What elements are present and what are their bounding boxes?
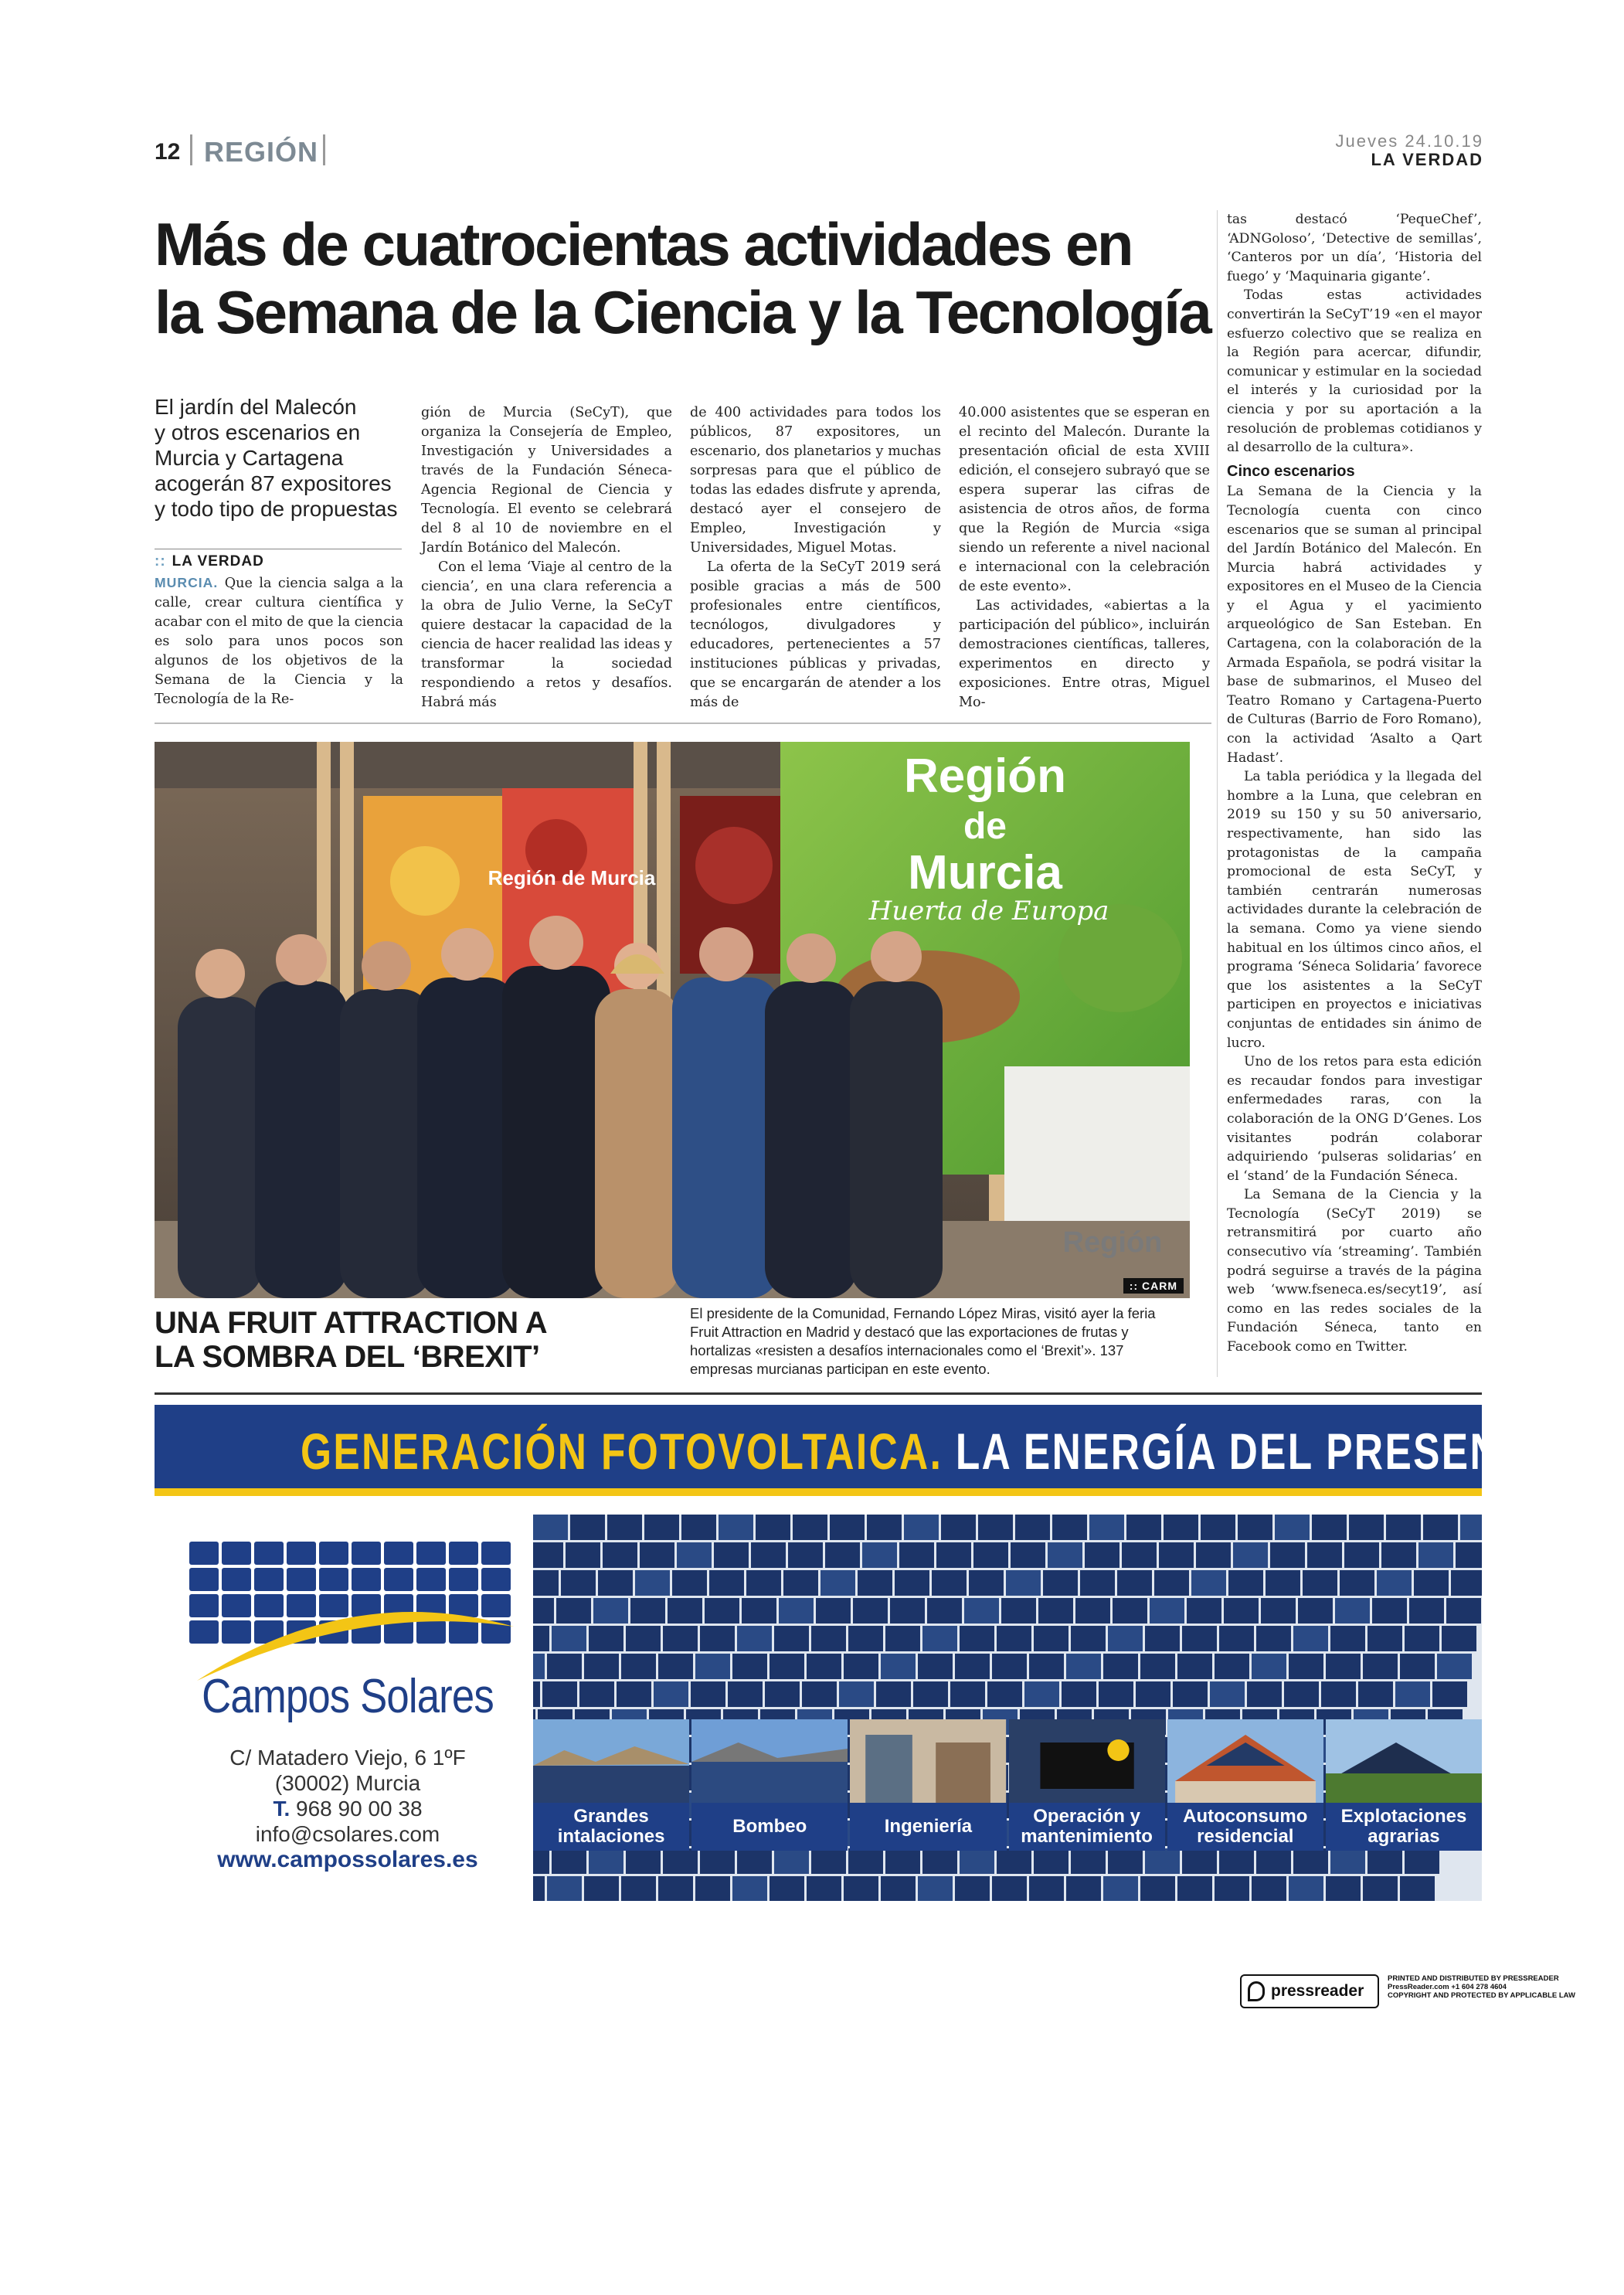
company-city: (30002) Murcia — [274, 1771, 421, 1795]
service-image — [1009, 1719, 1165, 1803]
article-column-4 — [959, 403, 1210, 712]
sign-de: de — [963, 806, 1007, 847]
article-paragraph: MURCIA. Que la ciencia salga a la calle, crear cultura científica y acabar con el mito de que la ciencia es solo para unos pocos son algunos de los objetivos de la Semana de la Ciencia y la Tecnología de la Re- — [155, 575, 403, 707]
phone-label: T. — [273, 1797, 290, 1821]
sign-bottom: Región — [1062, 1226, 1163, 1259]
byline-dots: :: — [155, 553, 166, 570]
pressreader-notice — [1388, 1974, 1575, 2000]
photo-headline — [155, 1306, 587, 1374]
page-number: 12 — [155, 139, 181, 165]
pressreader-icon — [1248, 1981, 1265, 2001]
article-divider — [155, 722, 1211, 724]
service-tile — [691, 1719, 848, 1851]
ad-services — [533, 1719, 1482, 1851]
service-tile — [1167, 1719, 1323, 1851]
service-image — [691, 1719, 848, 1803]
section-name: REGIÓN — [204, 136, 319, 168]
company-address: C/ Matadero Viejo, 6 1ºF — [229, 1746, 466, 1770]
sign-top: Región de Murcia — [488, 866, 656, 889]
sign-murcia: Murcia — [908, 846, 1062, 899]
service-label: Explotaciones agrarias — [1326, 1803, 1482, 1851]
article-paragraph: Con el lema ‘Viaje al centro de la ciencia’, en una clara referencia a la obra de Julio Verne, la SeCyT quiere destacar la capacidad de la ciencia de hacer realidad las ideas y transformar la sociedad respondiendo a retos y desafíos. Habrá más — [421, 559, 672, 710]
company-website[interactable]: www.campossolares.es — [217, 1847, 478, 1872]
service-tile — [1326, 1719, 1482, 1851]
issue-date: Jueves 24.10.19 — [1335, 131, 1483, 151]
subhead-line: El jardín del Malecón — [155, 395, 357, 419]
ad-banner-part2: LA ENERGÍA DEL PRESENTE — [955, 1423, 1555, 1480]
page-header — [155, 131, 1483, 178]
company-phone: 968 90 00 38 — [296, 1797, 423, 1821]
sign-region: Región — [903, 750, 1067, 803]
service-label: Operación y mantenimiento — [1009, 1803, 1165, 1851]
pressreader-line: COPYRIGHT AND PROTECTED BY APPLICABLE LAW — [1388, 1991, 1575, 2000]
subhead-line: y otros escenarios en — [155, 420, 361, 444]
news-photo — [155, 742, 1190, 1298]
subhead-line: y todo tipo de propuestas — [155, 497, 398, 521]
photo-illustration — [155, 742, 1190, 1298]
article-paragraph: Las actividades, «abiertas a la participación del público», incluirán demostraciones científicas, talleres, experimentos en directo y exposiciones. Entre otras, Miguel Mo- — [959, 598, 1210, 710]
photo-headline-line: UNA FRUIT ATTRACTION A — [155, 1306, 548, 1340]
pressreader-logo[interactable] — [1240, 1974, 1379, 2008]
article-paragraph: La Semana de la Ciencia y la Tecnología (SeCyT 2019) se retransmitirá por cuarto año consecutivo vía ‘streaming’. También podrá seguirse a través de la página web ‘www.fseneca.es/secyt19’, así como en las redes sociales de la Fundación Séneca, tanto en Facebook como en Twitter. — [1227, 1187, 1482, 1355]
article-byline — [155, 553, 264, 570]
company-phone-line — [155, 1796, 541, 1821]
sign-slogan: Huerta de Europa — [868, 896, 1109, 926]
ad-banner — [155, 1405, 1555, 1496]
photo-headline-line: LA SOMBRA DEL ‘BREXIT’ — [155, 1340, 540, 1374]
ad-banner-text — [300, 1422, 1555, 1481]
article-paragraph: La oferta de la SeCyT 2019 será posible gracias a más de 500 profesionales entre científicos, tecnólogos, divulgadores y educadores, pertenecientes a 57 instituciones públicas y privadas, que se encargarán de atender a los más de — [690, 559, 941, 710]
company-email: info@csolares.com — [255, 1822, 440, 1846]
ad-banner-part1: GENERACIÓN FOTOVOLTAICA. — [300, 1423, 943, 1480]
article-column-2 — [421, 403, 672, 712]
service-tile — [850, 1719, 1006, 1851]
photo-caption: El presidente de la Comunidad, Fernando López Miras, visitó ayer la feria Fruit Attraction en Madrid y destacó que las exportaciones de frutas y hortalizas «resisten a desafíos internacionales como el ‘Brexit’». 137 empresas murcianas participan en este evento. — [690, 1305, 1156, 1377]
subhead-line: Murcia y Cartagena — [155, 446, 344, 470]
byline-author: LA VERDAD — [172, 553, 264, 570]
article-subhead — [155, 394, 409, 522]
company-name: Campos Solares — [202, 1670, 494, 1723]
company-logo — [182, 1534, 522, 1688]
pressreader-line: PRINTED AND DISTRIBUTED BY PRESSREADER — [1388, 1974, 1559, 1983]
service-label: Grandes intalaciones — [533, 1803, 689, 1851]
service-label: Bombeo — [691, 1803, 848, 1851]
column-divider — [1217, 210, 1218, 1377]
pressreader-line: PressReader.com +1 604 278 4604 — [1388, 1983, 1507, 1991]
article-column-1 — [155, 573, 403, 709]
service-image — [1326, 1719, 1482, 1803]
service-image — [1167, 1719, 1323, 1803]
subhead-line: acogerán 87 expositores — [155, 471, 392, 495]
pressreader-wordmark: pressreader — [1271, 1982, 1364, 2000]
ad-divider — [155, 1392, 1482, 1395]
article-headline — [155, 210, 1228, 346]
article-paragraph: La tabla periódica y la llegada del hombre a la Luna, que celebran en 2019 su 150 y su 50 aniversario, respectivamente, han sido las protagonistas de la campaña promocional de esta SeCyT, y también centrarán numerosas actividades durante la celebración de la semana. Como ya viene siendo habitual en los últimos cinco años, el programa ‘Séneca Solidaria’ favorece que los asistentes a la SeCyT participen en proyectos e iniciativas conjuntas de entidades sin ánimo de lucro. — [1227, 769, 1482, 1051]
service-image — [533, 1719, 689, 1803]
service-image — [850, 1719, 1006, 1803]
photo-credit: :: CARM — [1123, 1278, 1184, 1294]
section-subtitle: Cinco escenarios — [1227, 462, 1355, 480]
article-paragraph: 40.000 asistentes que se esperan en el recinto del Malecón. Durante la presentación oficial de esta XVIII edición, el consejero subrayó que se espera superar las cifras de asistencia de otros años, de forma que la Región de Murcia «siga siendo un referente a nivel nacional e internacional con la celebración de este evento». — [959, 405, 1210, 594]
article-paragraph: Uno de los retos para esta edición es recaudar fondos para investigar enfermedades raras, con la colaboración de la ONG D’Genes. Los visitantes podrán colaborar adquiriendo ‘pulseras solidarias’ en el ‘stand’ de la Fundación Séneca. — [1227, 1054, 1482, 1184]
headline-line: Más de cuatrocientas actividades en — [155, 210, 1133, 278]
article-column-3 — [690, 403, 941, 712]
header-divider — [190, 134, 192, 165]
service-label: Autoconsumo residencial — [1167, 1803, 1323, 1851]
article-paragraph: tas destacó ‘PequeChef’, ‘ADNGoloso’, ‘Detective de semillas’, ‘Canteros por un día’, ‘Historia del fuego’ y ‘Maquinaria gigante’. — [1227, 212, 1482, 284]
article-paragraph: gión de Murcia (SeCyT), que organiza la Consejería de Empleo, Investigación y Universidades a través de la Fundación Séneca-Agencia Regional de Ciencia y Tecnología. El evento se celebrará del 8 al 10 de noviembre en el Jardín Botánico del Malecón. — [421, 405, 672, 556]
service-tile — [1009, 1719, 1165, 1851]
service-tile — [533, 1719, 689, 1851]
headline-line: la Semana de la Ciencia y la Tecnología — [155, 278, 1211, 346]
article-paragraph: La Semana de la Ciencia y la Tecnología cuenta con cinco escenarios que se suman al principal del Jardín Botánico del Malecón. En Murcia habrá actividades y expositores en el Museo de la Ciencia y el Agua y el yacimiento arqueológico de San Esteban. En Cartagena, con la colaboración de la Armada Española, se podrá visitar la base de submarinos, el Museo del Teatro Romano y Cartagena-Puerto de Culturas (Barrio de Foro Romano), con la actividad ‘Asalto a Qart Hadast’. — [1227, 484, 1482, 766]
newspaper-name: LA VERDAD — [1371, 150, 1483, 169]
article-column-5 — [1227, 210, 1482, 1357]
lead-place: MURCIA. — [155, 575, 219, 590]
company-contact — [155, 1745, 541, 1872]
article-paragraph: de 400 actividades para todos los públicos, 87 expositores, un escenario, dos planetarios y muchas sorpresas para que el público de todas las edades disfrute y aprenda, destacó ayer el consejero de Empleo, Investigación y Universidades, Miguel Motas. — [690, 405, 941, 556]
header-divider — [323, 134, 325, 165]
article-paragraph: Todas estas actividades convertirán la SeCyT’19 «en el mayor esfuerzo colectivo que se realiza en la Región para acercar, difundir, comunicar y estimular en la sociedad el interés y la curiosidad por la ciencia y por su aportación a la resolución de problemas cotidianos y al desarrollo de la cultura». — [1227, 287, 1482, 456]
service-label: Ingeniería — [850, 1803, 1006, 1851]
